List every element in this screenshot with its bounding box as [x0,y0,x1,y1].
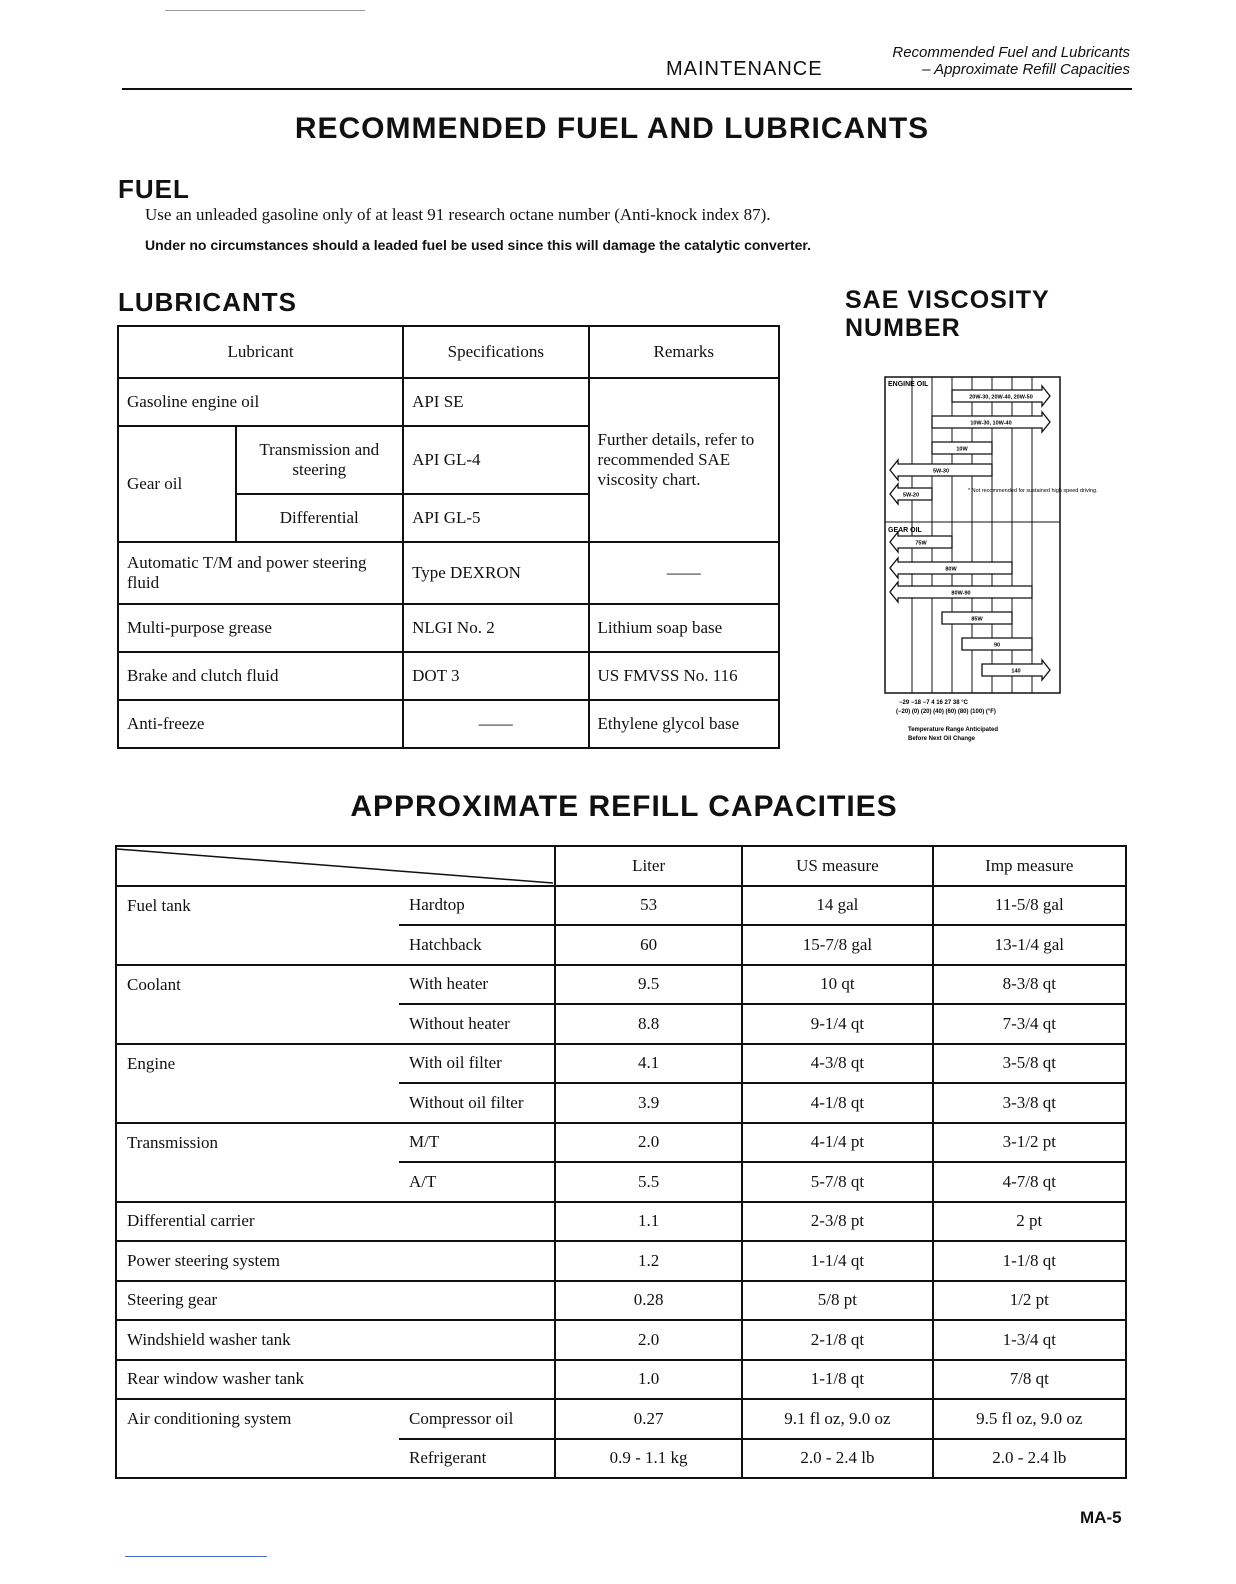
cell-liter: 2.0 [555,1320,742,1360]
sae-note: * Not recommended for sustained high speed driving. [968,488,1098,494]
cell-imp: 3-1/2 pt [933,1123,1126,1163]
table-row [116,1123,1126,1163]
cell-item: Air conditioning system [116,1399,399,1439]
cell-imp: 7-3/4 qt [933,1004,1126,1044]
lubricant-subname: Transmission and steering [236,426,404,494]
cell-liter: 4.1 [555,1044,742,1084]
sae-heading-1: SAE VISCOSITY [845,286,1050,314]
cell-liter: 0.9 - 1.1 kg [555,1439,742,1479]
cell-imp: 1/2 pt [933,1281,1126,1321]
cell-item [116,1439,399,1479]
chart-footer-2: Before Next Oil Change [908,736,976,742]
cell-item: Steering gear [116,1281,555,1321]
scan-artifact-line [125,1556,267,1557]
cell-us: 1-1/4 qt [742,1241,932,1281]
gear-oil-label: GEAR OIL [888,527,922,534]
cell-us: 2.0 - 2.4 lb [742,1439,932,1479]
fuel-text-2: Under no circumstances should a leaded fuel be used since this will damage the catalytic converter. [145,237,811,253]
cell-liter: 5.5 [555,1162,742,1202]
corner-diagonal [117,847,553,884]
header-subtitle-2: – Approximate Refill Capacities [922,61,1130,78]
cell-us: 5-7/8 qt [742,1162,932,1202]
cell-sub: M/T [399,1123,555,1163]
chart-footer-1: Temperature Range Anticipated [908,727,999,733]
viscosity-bar-label: 80W [945,566,957,573]
engine-oil-bars [890,386,1050,504]
column-header: Specifications [403,326,588,378]
cell-us: 9-1/4 qt [742,1004,932,1044]
table-row [118,700,779,748]
cell-imp: 9.5 fl oz, 9.0 oz [933,1399,1126,1439]
cell-sub: A/T [399,1162,555,1202]
viscosity-bar-label: 90 [993,642,1001,649]
table-row [116,1281,1126,1321]
cell-imp: 3-5/8 qt [933,1044,1126,1084]
table-row [116,1004,1126,1044]
cell-us: 2-1/8 qt [742,1320,932,1360]
lubricant-remarks: Further details, refer to recommended SAE viscosity chart. [589,378,779,542]
cell-liter: 1.1 [555,1202,742,1242]
table-row [116,1360,1126,1400]
capacities-body [116,886,1126,1479]
viscosity-bar-label: 140 [1011,668,1021,675]
cell-imp: 4-7/8 qt [933,1162,1126,1202]
table-row [116,886,1126,926]
cell-imp: 7/8 qt [933,1360,1126,1400]
cell-imp: 2.0 - 2.4 lb [933,1439,1126,1479]
cell-us: 14 gal [742,886,932,926]
cell-sub: Compressor oil [399,1399,555,1439]
cell-imp: 13-1/4 gal [933,925,1126,965]
cell-sub: Without heater [399,1004,555,1044]
lubricant-spec: Type DEXRON [403,542,588,604]
cell-liter: 9.5 [555,965,742,1005]
cell-us: 4-1/8 qt [742,1083,932,1123]
table-row [116,1320,1126,1360]
table-row [116,1202,1126,1242]
cell-liter: 2.0 [555,1123,742,1163]
lubricant-name: Gasoline engine oil [118,378,403,426]
cell-sub: Refrigerant [399,1439,555,1479]
table-header-row [116,846,1126,886]
table-row [116,965,1126,1005]
table-row [118,378,779,426]
gear-oil-bars [890,532,1050,680]
cell-item [116,1162,399,1202]
cell-sub: With oil filter [399,1044,555,1084]
capacities-table [115,845,1127,1479]
lubricant-spec: API SE [403,378,588,426]
viscosity-bar-label: 5W-20 [902,492,920,499]
scan-artifact-line [165,10,365,11]
cell-us: 10 qt [742,965,932,1005]
celsius-scale: −29 −18 −7 4 16 27 38 °C [899,700,968,706]
cell-us: 5/8 pt [742,1281,932,1321]
fuel-text-1: Use an unleaded gasoline only of at least 91 research octane number (Anti-knock index 87). [145,205,771,224]
cell-item: Rear window washer tank [116,1360,555,1400]
cell-sub: Hatchback [399,925,555,965]
table-row [116,1162,1126,1202]
viscosity-bar-label: 80W-90 [951,590,971,597]
cell-item [116,925,399,965]
table-row [118,542,779,604]
cell-item: Fuel tank [116,886,399,926]
lubricant-spec: API GL-5 [403,494,588,542]
column-header: Imp measure [933,846,1126,886]
corner-cell [116,846,555,886]
cell-imp: 8-3/8 qt [933,965,1126,1005]
sae-heading-2: NUMBER [845,314,961,342]
lubricant-name: Automatic T/M and power steering fluid [118,542,403,604]
lubricant-name: Gear oil [118,426,236,542]
page-title: RECOMMENDED FUEL AND LUBRICANTS [294,112,930,145]
cell-imp: 1-3/4 qt [933,1320,1126,1360]
lubricant-name: Anti-freeze [118,700,403,748]
table-row [116,1399,1126,1439]
lubricants-heading: LUBRICANTS [118,287,297,317]
viscosity-bar-label: 20W-30, 20W-40, 20W-50 [969,394,1033,401]
table-row [118,604,779,652]
table-row [116,925,1126,965]
sae-viscosity-chart [884,376,1098,748]
fuel-heading: FUEL [118,174,190,204]
column-header: Lubricant [118,326,403,378]
cell-item: Windshield washer tank [116,1320,555,1360]
lubricant-spec: —— [403,700,588,748]
cell-liter: 3.9 [555,1083,742,1123]
viscosity-bar-label: 10W-30, 10W-40 [970,420,1012,427]
table-header-row [118,326,779,378]
lubricants-table [117,325,780,749]
cell-liter: 1.0 [555,1360,742,1400]
lubricant-remarks: Ethylene glycol base [589,700,779,748]
cell-item [116,1004,399,1044]
cell-sub: Without oil filter [399,1083,555,1123]
column-header: Remarks [589,326,779,378]
cell-imp: 2 pt [933,1202,1126,1242]
cell-us: 4-1/4 pt [742,1123,932,1163]
lubricant-subname: Differential [236,494,404,542]
cell-item [116,1083,399,1123]
table-row [116,1083,1126,1123]
cell-item: Differential carrier [116,1202,555,1242]
cell-item: Engine [116,1044,399,1084]
lubricant-spec: DOT 3 [403,652,588,700]
lubricant-name: Multi-purpose grease [118,604,403,652]
capacities-heading: APPROXIMATE REFILL CAPACITIES [350,790,898,823]
table-row [116,1241,1126,1281]
cell-us: 9.1 fl oz, 9.0 oz [742,1399,932,1439]
viscosity-bar-label: 75W [915,540,927,547]
fahrenheit-scale: (−20) (0) (20) (40) (60) (80) (100) (°F) [896,709,996,715]
cell-liter: 53 [555,886,742,926]
lubricant-spec: API GL-4 [403,426,588,494]
cell-imp: 3-3/8 qt [933,1083,1126,1123]
table-row [116,1044,1126,1084]
cell-liter: 0.28 [555,1281,742,1321]
lubricant-name: Brake and clutch fluid [118,652,403,700]
header-subtitle-1: Recommended Fuel and Lubricants [892,44,1130,61]
cell-us: 1-1/8 qt [742,1360,932,1400]
column-header: US measure [742,846,932,886]
cell-item: Transmission [116,1123,399,1163]
cell-sub: With heater [399,965,555,1005]
column-header: Liter [555,846,742,886]
lubricant-remarks: Lithium soap base [589,604,779,652]
cell-imp: 11-5/8 gal [933,886,1126,926]
cell-liter: 8.8 [555,1004,742,1044]
cell-us: 15-7/8 gal [742,925,932,965]
cell-us: 4-3/8 qt [742,1044,932,1084]
table-row [116,1439,1126,1479]
header-rule [122,88,1132,90]
engine-oil-label: ENGINE OIL [888,381,929,388]
cell-liter: 1.2 [555,1241,742,1281]
cell-sub: Hardtop [399,886,555,926]
cell-us: 2-3/8 pt [742,1202,932,1242]
viscosity-bar-label: 85W [971,616,983,623]
cell-liter: 60 [555,925,742,965]
lubricant-remarks: US FMVSS No. 116 [589,652,779,700]
cell-imp: 1-1/8 qt [933,1241,1126,1281]
lubricant-remarks: —— [589,542,779,604]
page-number: MA-5 [1080,1508,1122,1527]
cell-item: Power steering system [116,1241,555,1281]
cell-item: Coolant [116,965,399,1005]
viscosity-bar-label: 10W [956,446,968,453]
header-section: MAINTENANCE [666,58,823,80]
viscosity-bar-label: 5W-30 [932,468,950,475]
table-row [118,652,779,700]
cell-liter: 0.27 [555,1399,742,1439]
lubricant-spec: NLGI No. 2 [403,604,588,652]
